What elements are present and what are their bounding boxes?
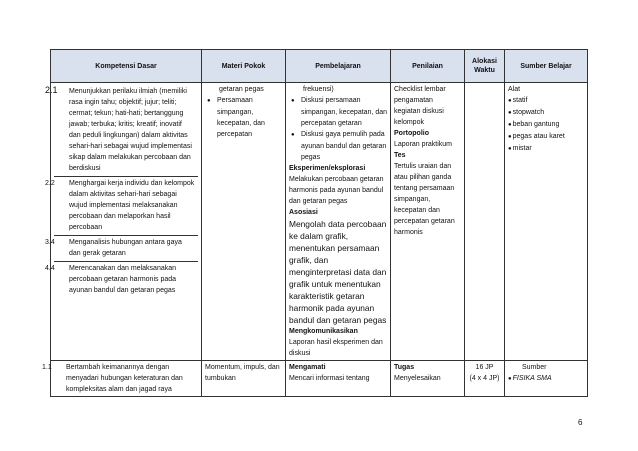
cell-kompetensi-dasar: 1.1 Bertambah keimanannya dengan menyadari hubungan keteraturan dan kompleksitas alam dan jagad raya — [51, 361, 202, 397]
pembelajaran-bullet: ● Diskusi persamaan simpangan, kecepatan, dan percepatan getaran — [289, 95, 387, 129]
table-header-row — [51, 50, 588, 83]
cell-alokasi-waktu: 16 JP (4 x 4 JP) — [465, 361, 505, 397]
cell-pembelajaran: Mengamati Mencari informasi tentang — [286, 361, 391, 397]
header-materi-pokok: Materi Pokok — [202, 50, 286, 83]
header-pembelajaran: Pembelajaran — [286, 50, 391, 83]
sumber-item: ● statif — [508, 95, 584, 107]
kd-item-2-2: 2.2 Menghargai kerja individu dan kelompok dalam aktivitas sehari-hari sebagai wujud implementasi melaksanakan percobaan dan melaporkan hasil percobaan — [54, 177, 198, 236]
sumber-item: ● mistar — [508, 143, 584, 155]
table-row — [51, 361, 588, 397]
heading-asosiasi: Asosiasi — [289, 209, 318, 216]
heading-mengkomunikasikan: Mengkomunikasikan — [289, 328, 358, 335]
materi-bullet: ● Persamaan simpangan, kecepatan, dan percepatan — [205, 95, 282, 140]
table-row — [51, 83, 588, 361]
syllabus-table — [42, 49, 588, 397]
kd-item-4-4: 4.4 Merencanakan dan melaksanakan percobaan getaran harmonis pada ayunan bandul dan getaran pegas — [45, 265, 177, 294]
cell-pembelajaran: frekuensi) ● Diskusi persamaan simpangan, kecepatan, dan percepatan getaran ● Diskusi gaya pemulih pada ayunan bandul dan getaran pegas Eksperimen/eksplorasi Melakukan percobaan getaran harmonis pada ayunan bandul dan getaran pegas Asosiasi Mengolah data percobaan ke dalam grafik, menentukan persamaan grafik, dan menginterpretasi data dan grafik untuk menentukan karakteristik getaran harmonik pada ayunan bandul dan getaran pegas Mengkomunikasikan Laporan hasil eksperimen dan diskusi — [286, 83, 391, 361]
cell-alokasi-waktu — [465, 83, 505, 361]
cell-materi-pokok: Momentum, impuls, dan tumbukan — [202, 361, 286, 397]
cell-penilaian: Checklist lembar pengamatan kegiatan diskusi kelompok Portopolio Laporan praktikum Tes Tertulis uraian dan atau pilihan ganda tentang persamaan simpangan, kecepatan dan percepatan getaran harmonis — [391, 83, 465, 361]
heading-tugas: Tugas — [394, 364, 415, 371]
header-kompetensi-dasar: Kompetensi Dasar — [51, 50, 202, 83]
sumber-item: ● pegas atau karet — [508, 131, 584, 143]
kd-item-2-1: 2.1 Menunjukkan perilaku ilmiah (memiliki rasa ingin tahu; objektif; jujur; teliti; cermat; tekun; hati-hati; bertanggung jawab; terbuka; kritis; kreatif; inovatif dan peduli lingkungan) dalam aktivitas sehari-hari sebagai wujud implementasi sikap dalam melakukan percobaan dan berdiskusi — [54, 84, 198, 177]
sumber-item: ● stopwatch — [508, 107, 584, 119]
cell-materi-pokok: getaran pegas ● Persamaan simpangan, kecepatan, dan percepatan — [202, 83, 286, 361]
heading-portopolio: Portopolio — [394, 130, 429, 137]
heading-eksperimen: Eksperimen/eksplorasi — [289, 165, 366, 172]
kd-item-3-4: 3.4 Menganalisis hubungan antara gaya dan gerak getaran — [54, 236, 198, 262]
cell-sumber-belajar: Sumber ● FISIKA SMA — [505, 361, 588, 397]
sumber-item: ● beban gantung — [508, 119, 584, 131]
cell-kompetensi-dasar — [45, 83, 202, 361]
cell-penilaian: Tugas Menyelesaikan — [391, 361, 465, 397]
heading-mengamati: Mengamati — [289, 364, 326, 371]
header-sumber-belajar: Sumber Belajar — [505, 50, 588, 83]
cell-sumber-belajar: Alat ● statif ● stopwatch ● beban gantung ● pegas atau karet ● mistar — [505, 83, 588, 361]
pembelajaran-bullet: ● Diskusi gaya pemulih pada ayunan bandul dan getaran pegas — [289, 129, 387, 163]
header-alokasi-waktu: Alokasi Waktu — [465, 50, 505, 83]
heading-tes: Tes — [394, 152, 406, 159]
page-number: 6 — [578, 418, 583, 427]
sumber-item: ● FISIKA SMA — [508, 373, 584, 385]
header-penilaian: Penilaian — [391, 50, 465, 83]
